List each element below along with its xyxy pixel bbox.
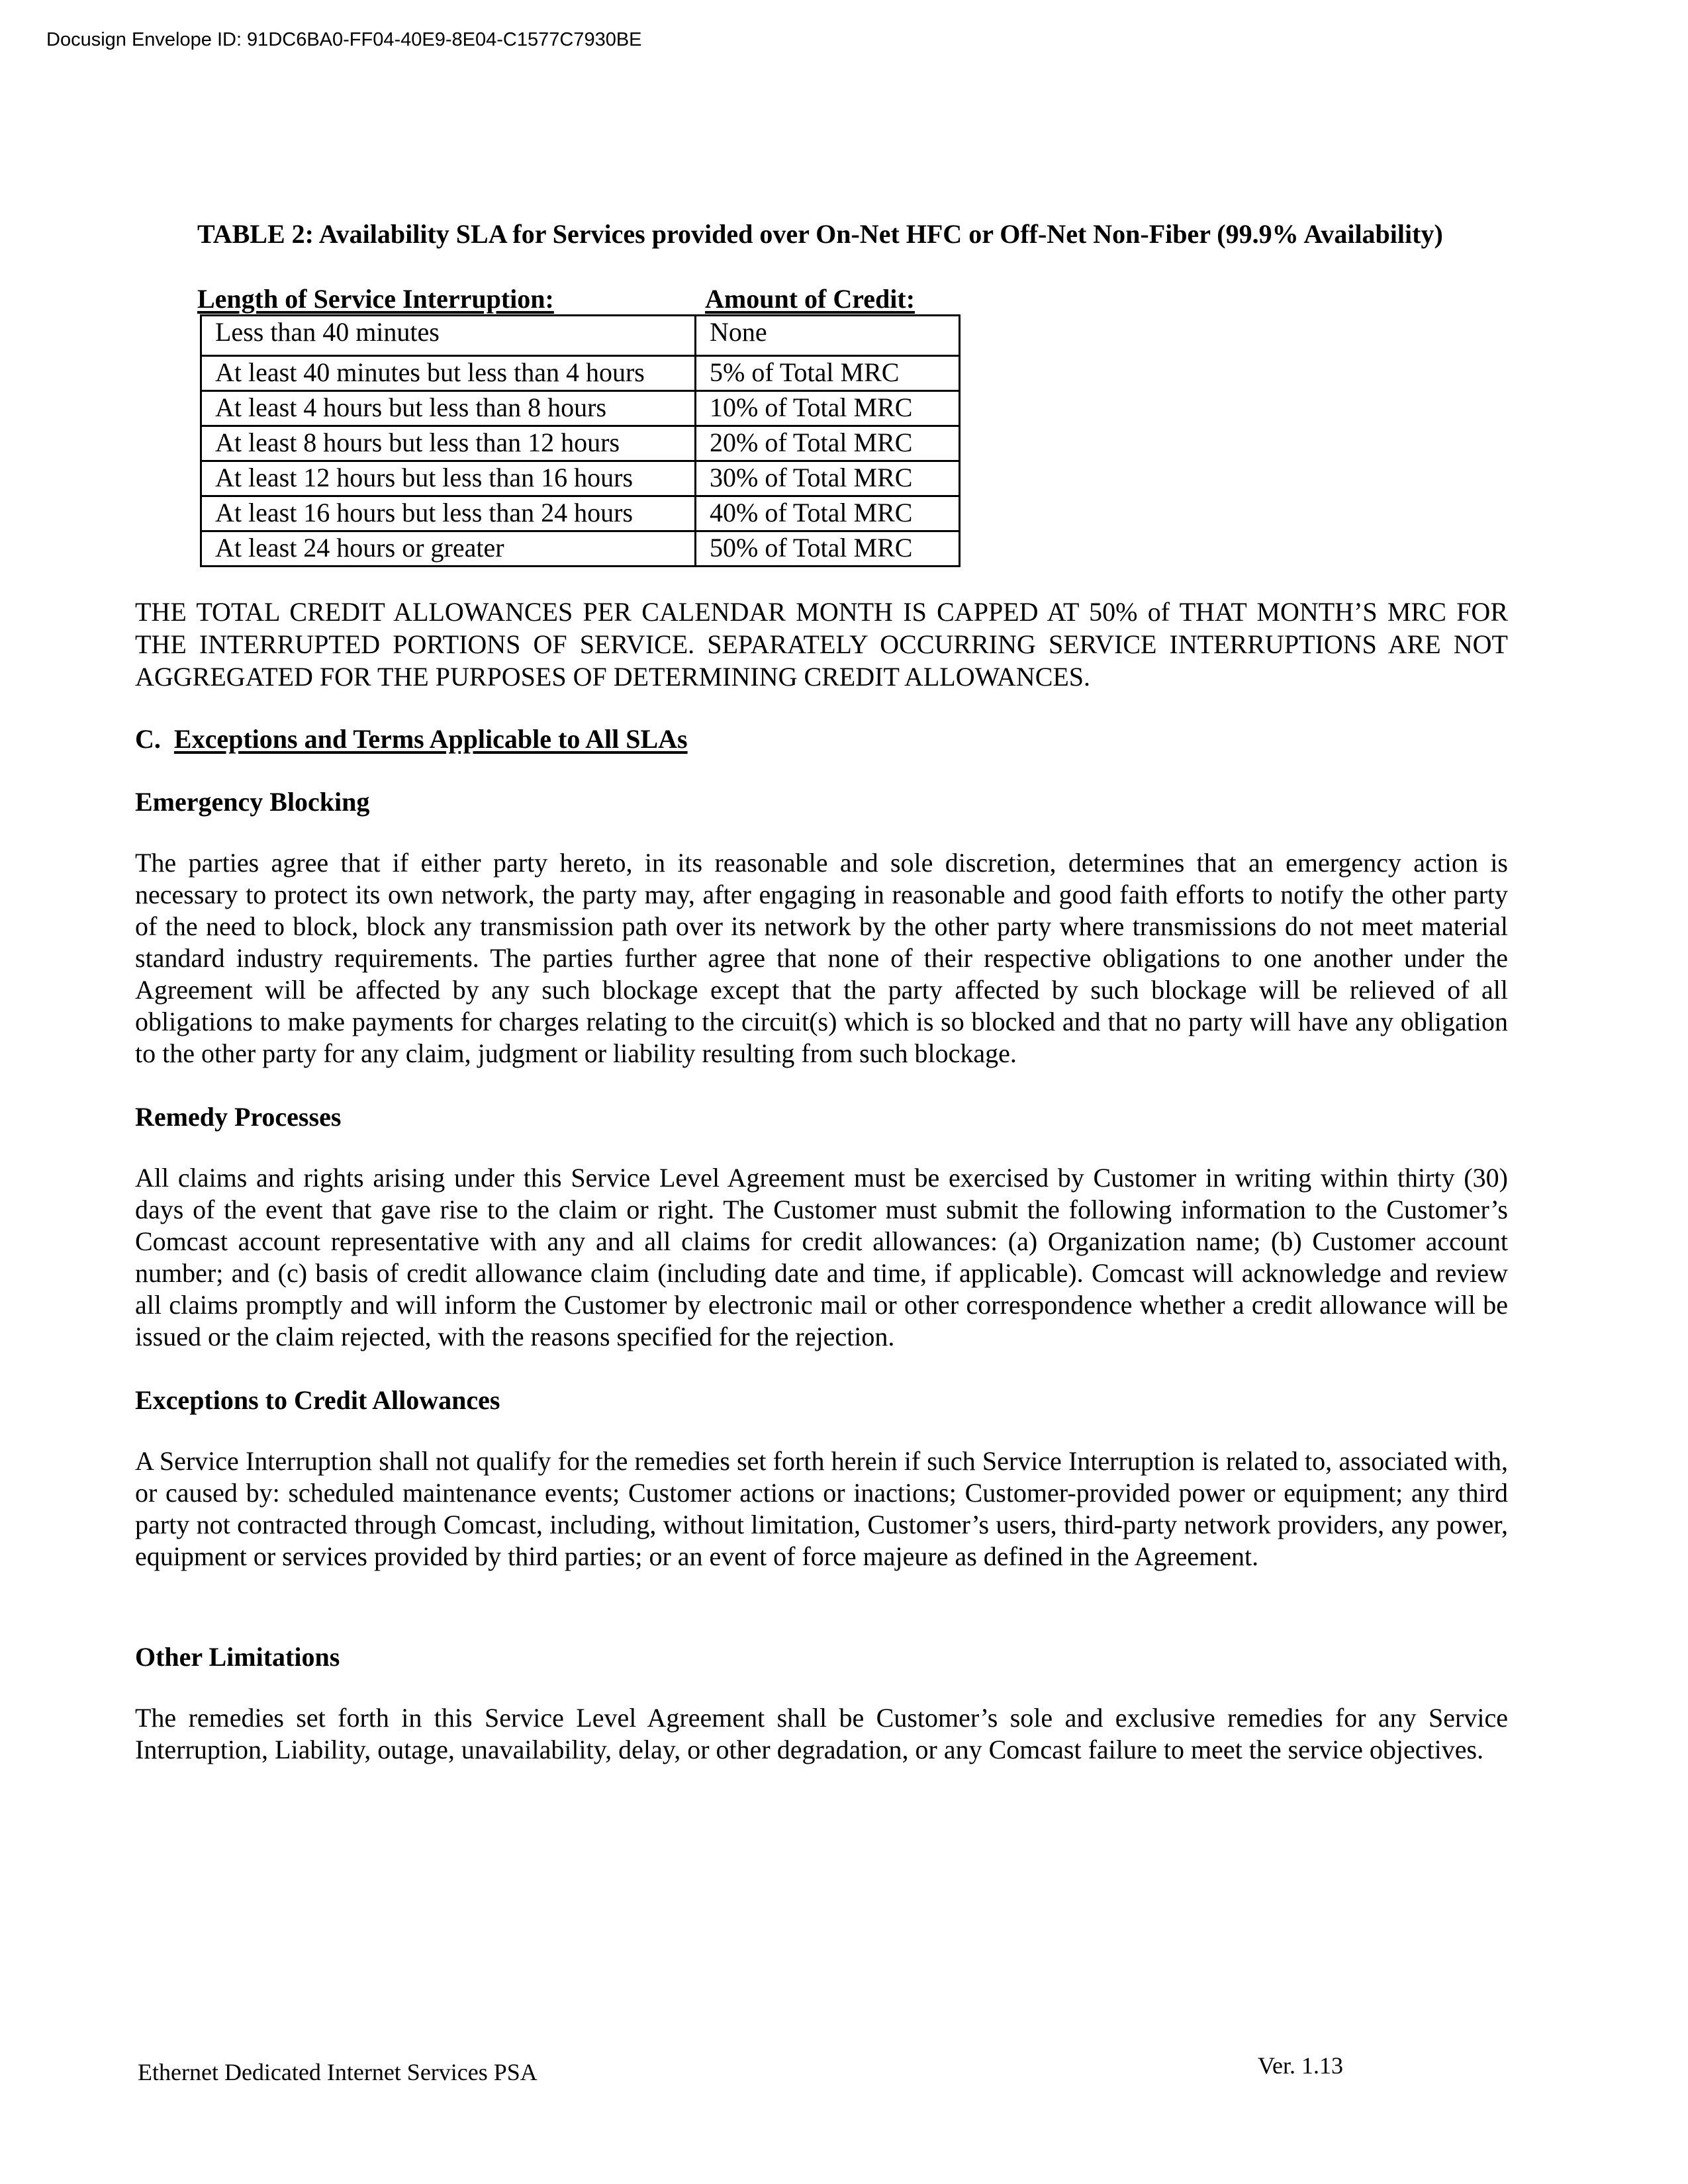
table-cell-length: At least 16 hours but less than 24 hours bbox=[201, 496, 696, 531]
table-row bbox=[201, 356, 960, 391]
exceptions-text: A Service Interruption shall not qualify for the remedies set forth herein if such Service Interruption is related to, associated with, or caused by: scheduled maintenance events; Customer actions or inactions; Customer-provided power or equipment; any third party not contracted through Comcast, including, without limitation, Customer’s users, third-party network providers, any power, equipment or services provided by third parties; or an event of force majeure as defined in the Agreement. bbox=[135, 1446, 1508, 1571]
table-cell-credit: 30% of Total MRC bbox=[696, 461, 960, 496]
section-c-heading bbox=[135, 723, 688, 754]
exceptions-heading: Exceptions to Credit Allowances bbox=[135, 1385, 500, 1415]
availability-sla-table bbox=[200, 314, 961, 567]
credit-cap-notice: THE TOTAL CREDIT ALLOWANCES PER CALENDAR MONTH IS CAPPED AT 50% of THAT MONTH’S MRC FOR THE INTERRUPTED PORTIONS OF SERVICE. SEPARATELY OCCURRING SERVICE INTERRUPTIONS ARE NOT AGGREGATED FOR THE PURPOSES OF DETERMINING CREDIT ALLOWANCES. bbox=[135, 597, 1508, 692]
section-letter: C. bbox=[135, 724, 161, 754]
table-cell-credit: 5% of Total MRC bbox=[696, 356, 960, 391]
table-cell-length: Less than 40 minutes bbox=[201, 316, 696, 356]
table-row bbox=[201, 496, 960, 531]
other-limitations-heading: Other Limitations bbox=[135, 1642, 340, 1672]
column-header-length: Length of Service Interruption: bbox=[197, 284, 554, 314]
table-row bbox=[201, 531, 960, 567]
table-cell-length: At least 24 hours or greater bbox=[201, 531, 696, 567]
table-cell-credit: 20% of Total MRC bbox=[696, 426, 960, 461]
emergency-blocking-heading: Emergency Blocking bbox=[135, 787, 370, 817]
section-title: Exceptions and Terms Applicable to All SLAs bbox=[173, 724, 688, 754]
table-cell-credit: 10% of Total MRC bbox=[696, 391, 960, 426]
table-cell-length: At least 12 hours but less than 16 hours bbox=[201, 461, 696, 496]
footer-version: Ver. 1.13 bbox=[1258, 2052, 1343, 2079]
docusign-envelope-id: Docusign Envelope ID: 91DC6BA0-FF04-40E9-8E04-C1577C7930BE bbox=[46, 29, 642, 50]
table-cell-length: At least 40 minutes but less than 4 hours bbox=[201, 356, 696, 391]
emergency-blocking-text: The parties agree that if either party hereto, in its reasonable and sole discretion, determines that an emergency action is necessary to protect its own network, the party may, after engaging in reasonable and good faith efforts to notify the other party of the need to block, block any transmission path over its network by the other party where transmissions do not meet material standard industry requirements. The parties further agree that none of their respective obligations to one another under the Agreement will be affected by any such blockage except that the party affected by such blockage will be relieved of all obligations to make payments for charges relating to the circuit(s) which is so blocked and that no party will have any obligation to the other party for any claim, judgment or liability resulting from such blockage. bbox=[135, 848, 1508, 1068]
table-cell-length: At least 4 hours but less than 8 hours bbox=[201, 391, 696, 426]
table-row bbox=[201, 316, 960, 356]
footer-document-name: Ethernet Dedicated Internet Services PSA bbox=[138, 2059, 538, 2085]
table-row bbox=[201, 426, 960, 461]
table-row bbox=[201, 391, 960, 426]
column-header-credit: Amount of Credit: bbox=[705, 284, 915, 314]
table-cell-length: At least 8 hours but less than 12 hours bbox=[201, 426, 696, 461]
table-cell-credit: 40% of Total MRC bbox=[696, 496, 960, 531]
remedy-processes-text: All claims and rights arising under this Service Level Agreement must be exercised by Customer in writing within thirty (30) days of the event that gave rise to the claim or right. The Customer must submit the following information to the Customer’s Comcast account representative with any and all claims for credit allowances: (a) Organization name; (b) Customer account number; and (c) basis of credit allowance claim (including date and time, if applicable). Comcast will acknowledge and review all claims promptly and will inform the Customer by electronic mail or other correspondence whether a credit allowance will be issued or the claim rejected, with the reasons specified for the rejection. bbox=[135, 1163, 1508, 1351]
table-cell-credit: None bbox=[696, 316, 960, 356]
table-row bbox=[201, 461, 960, 496]
other-limitations-text: The remedies set forth in this Service Level Agreement shall be Customer’s sole and exclusive remedies for any Service Interruption, Liability, outage, unavailability, delay, or other degradation, or any Comcast failure to meet the service objectives. bbox=[135, 1703, 1508, 1764]
table-cell-credit: 50% of Total MRC bbox=[696, 531, 960, 567]
table-title: TABLE 2: Availability SLA for Services provided over On-Net HFC or Off-Net Non-Fiber (99.9% Availability) bbox=[197, 219, 1443, 249]
remedy-processes-heading: Remedy Processes bbox=[135, 1102, 342, 1132]
